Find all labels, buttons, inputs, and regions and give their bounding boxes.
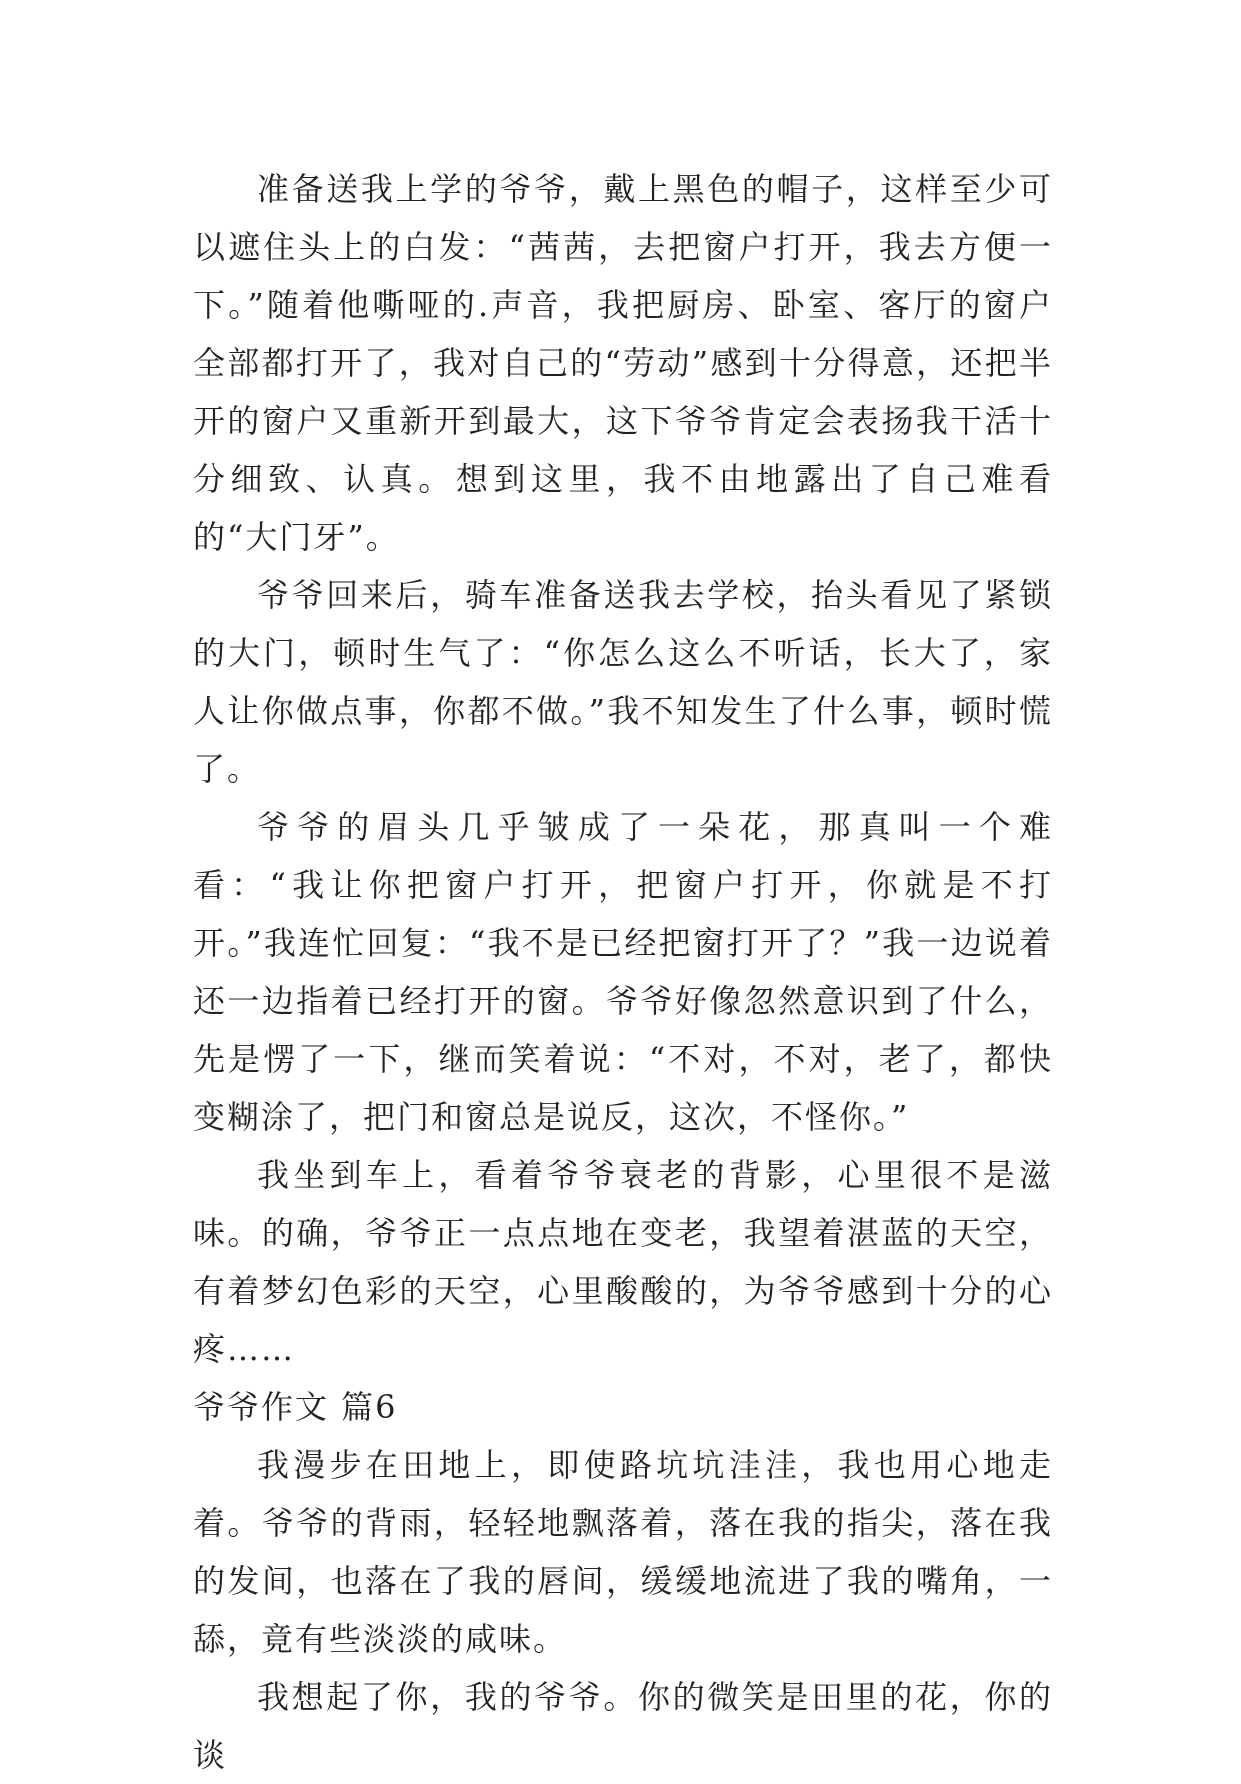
paragraph-1: 准备送我上学的爷爷，戴上黑色的帽子，这样至少可以遮住头上的白发：“茜茜，去把窗户打开，我去方便一下。”随着他嘶哑的.声音，我把厨房、卧室、客厅的窗户全部都打开了，我对自己的“劳动”感到十分得意，还把半开的窗户又重新开到最大，这下爷爷肯定会表扬我干活十分细致、认真。想到这里，我不由地露出了自己难看的“大门牙”。 [193, 170, 1053, 556]
paragraph-3: 爷爷的眉头几乎皱成了一朵花，那真叫一个难看：“我让你把窗户打开，把窗户打开，你就是不打开。”我连忙回复：“我不是已经把窗打开了？”我一边说着还一边指着已经打开的窗。爷爷好像忽然意识到了什么，先是愣了一下，继而笑着说：“不对，不对，老了，都快变糊涂了，把门和窗总是说反，这次，不怪你。” [193, 808, 1053, 1136]
paragraph-4: 我坐到车上，看着爷爷衰老的背影，心里很不是滋味。的确，爷爷正一点点地在变老，我望着湛蓝的天空，有着梦幻色彩的天空，心里酸酸的，为爷爷感到十分的心疼…… [193, 1156, 1053, 1368]
paragraph-5: 我漫步在田地上，即使路坑坑洼洼，我也用心地走着。爷爷的背雨，轻轻地飘落着，落在我的指尖，落在我的发间，也落在了我的唇间，缓缓地流进了我的嘴角，一舔，竟有些淡淡的咸味。 [193, 1446, 1053, 1658]
section-heading: 爷爷作文 篇6 [193, 1388, 398, 1426]
document-body [193, 160, 1053, 1784]
paragraph-2: 爷爷回来后，骑车准备送我去学校，抬头看见了紧锁的大门，顿时生气了：“你怎么这么不听话，长大了，家人让你做点事，你都不做。”我不知发生了什么事，顿时慌了。 [193, 576, 1053, 788]
paragraph-6: 我想起了你，我的爷爷。你的微笑是田里的花，你的谈 [193, 1678, 1053, 1774]
